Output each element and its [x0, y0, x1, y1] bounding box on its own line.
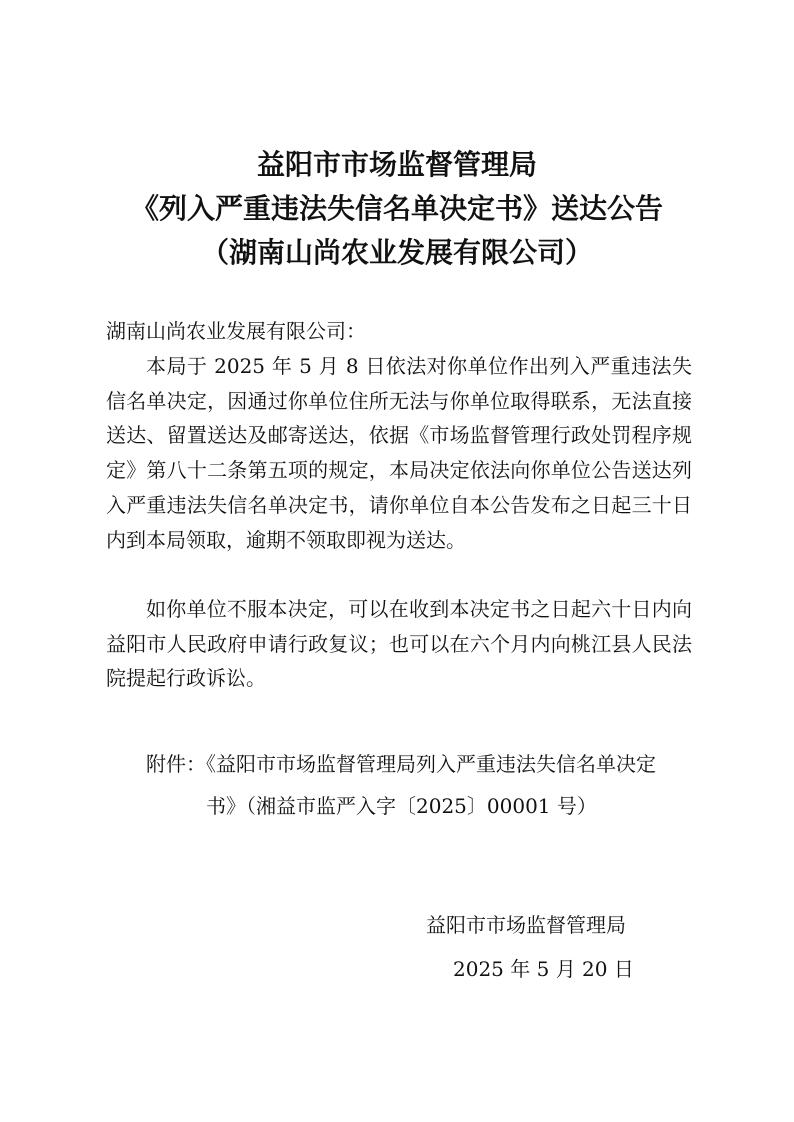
- attachment-note: [146, 743, 698, 827]
- attachment-line-2: 书》（湘益市监严入字〔2025〕00001 号）: [206, 794, 597, 818]
- title-subject: 《列入严重违法失信名单决定书》送达公告: [130, 192, 663, 225]
- title-recipient: （湖南山尚农业发展有限公司）: [200, 236, 593, 269]
- body-paragraph-notice: 本局于 2025 年 5 月 8 日依法对你单位作出列入严重违法失信名单决定，因通过你单位住所无法与你单位取得联系，无法直接送达、留置送达及邮寄送达，依据《市场监督管理行政处罚程序规定》第八十二条第五项的规定，本局决定依法向你单位公告送达列入严重违法失信名单决定书，请你单位自本公告发布之日起三十日内到本局领取，逾期不领取即视为送达。: [106, 354, 692, 552]
- signature-date: 2025 年 5 月 20 日: [453, 957, 634, 981]
- signature-block: [420, 903, 680, 991]
- attachment-line-1: 附件：《益阳市市场监督管理局列入严重违法失信名单决定: [146, 752, 656, 776]
- title-issuer: 益阳市市场监督管理局: [256, 148, 537, 181]
- salutation: 湖南山尚农业发展有限公司：: [106, 319, 366, 343]
- document-title: [0, 143, 794, 275]
- body-paragraph-appeal: 如你单位不服本决定，可以在收到本决定书之日起六十日内向益阳市人民政府申请行政复议；也可以在六个月内向桃江县人民法院提起行政诉讼。: [106, 597, 692, 691]
- signature-organization: 益阳市市场监督管理局: [426, 913, 626, 937]
